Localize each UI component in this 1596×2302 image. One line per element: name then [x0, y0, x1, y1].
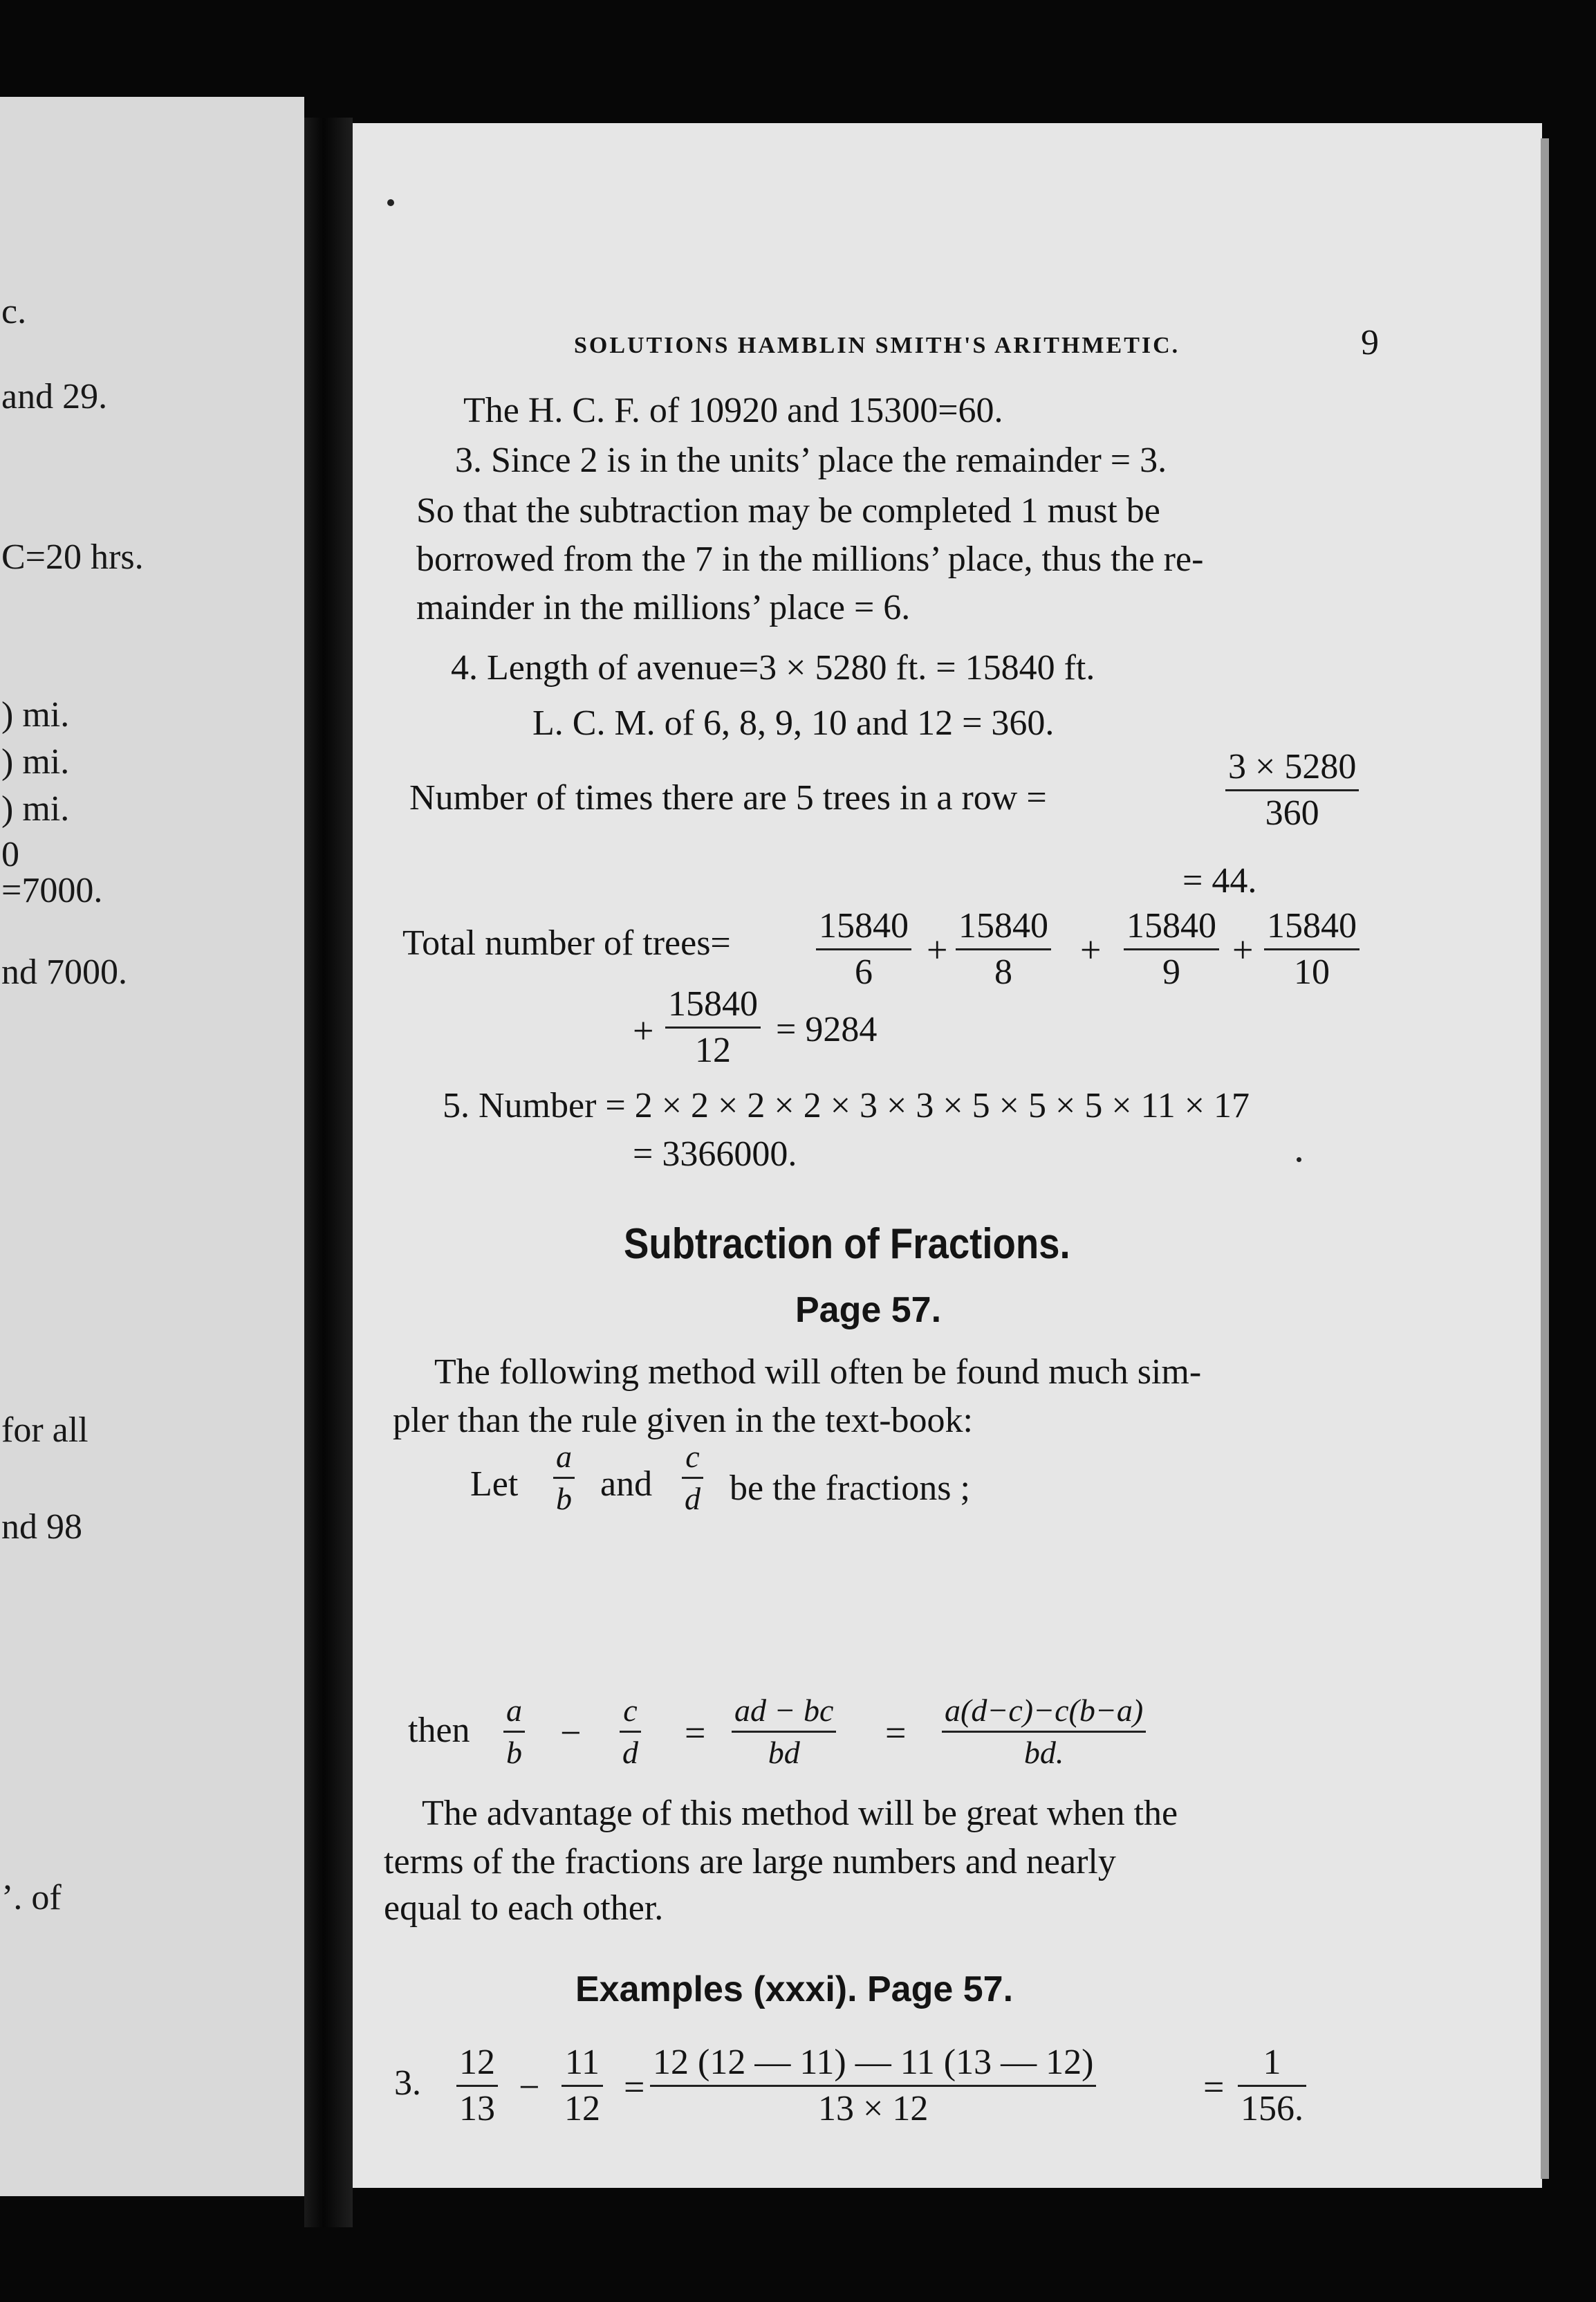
fraction-expanded-example — [650, 2045, 1096, 2127]
solution-4-line-3: Number of times there are 5 trees in a row = — [409, 778, 1047, 818]
fraction-denominator: 12 — [564, 2089, 600, 2128]
example-item-number: 3. — [394, 2063, 421, 2103]
fraction-numerator: a — [506, 1693, 522, 1728]
let-word: Let — [470, 1464, 519, 1504]
fraction-numerator: a — [556, 1439, 572, 1474]
left-page-line: ’. of — [1, 1878, 62, 1917]
page-edge — [1541, 138, 1549, 2179]
advantage-line-3: equal to each other. — [384, 1888, 664, 1928]
fraction-numerator: a(d−c)−c(b−a) — [945, 1693, 1144, 1728]
fraction-denominator: b — [556, 1481, 572, 1516]
left-page-line: ) mi. — [1, 742, 70, 782]
previous-page-fragment — [0, 97, 304, 2196]
solution-4-line-1: 4. Length of avenue=3 × 5280 ft. = 15840 ft. — [451, 648, 1095, 688]
solution-3-line-2: So that the subtraction may be completed 1 must be — [416, 491, 1160, 531]
page-number: 9 — [1361, 323, 1379, 362]
total-trees-label: Total number of trees= — [402, 923, 731, 963]
plus-sign: + — [927, 929, 948, 970]
plus-sign: + — [1080, 929, 1102, 970]
fraction-denominator: 360 — [1265, 793, 1319, 833]
fraction-denominator: d — [685, 1481, 700, 1516]
fraction-denominator: 156. — [1241, 2089, 1303, 2128]
equals-sign: = — [685, 1712, 706, 1753]
fraction-denominator: 13 — [459, 2089, 495, 2128]
fraction-15840-over-6 — [816, 908, 911, 991]
left-page-line: and 29. — [1, 377, 108, 416]
left-page-line: =7000. — [1, 871, 103, 910]
left-page-line: for all — [1, 1410, 89, 1450]
examples-heading: Examples (xxxi). Page 57. — [575, 1969, 1014, 2009]
book-page — [353, 123, 1542, 2188]
fraction-15840-over-8 — [956, 908, 1051, 991]
running-title: SOLUTIONS HAMBLIN SMITH'S ARITHMETIC. — [574, 333, 1180, 358]
plus-sign: + — [1232, 929, 1254, 970]
intro-line-1: The following method will often be found much sim- — [434, 1352, 1202, 1392]
fraction-denominator: 10 — [1294, 952, 1330, 992]
fraction-15840-over-10 — [1264, 908, 1360, 991]
equals-sign: = — [1203, 2066, 1225, 2108]
fraction-numerator: 15840 — [1126, 906, 1216, 946]
fraction-12-over-13 — [456, 2045, 498, 2127]
fraction-numerator: 15840 — [819, 906, 909, 946]
fraction-numerator: 12 — [459, 2043, 495, 2082]
left-page-line: 0 — [1, 835, 19, 874]
fraction-numerator: 15840 — [668, 984, 758, 1024]
left-page-line: ) mi. — [1, 789, 70, 829]
fraction-15840-over-9 — [1124, 908, 1219, 991]
solution-3-line-3: borrowed from the 7 in the millions’ place, thus the re- — [416, 540, 1204, 579]
equals-sign: = — [624, 2066, 645, 2108]
solution-3-line-1: 3. Since 2 is in the units’ place the remainder = 3. — [455, 441, 1167, 480]
fraction-a-over-b — [503, 1695, 525, 1769]
minus-sign: − — [519, 2066, 540, 2108]
solution-4-line-2: L. C. M. of 6, 8, 9, 10 and 12 = 360. — [532, 703, 1055, 743]
minus-sign: − — [560, 1712, 582, 1753]
advantage-line-1: The advantage of this method will be great when the — [422, 1794, 1178, 1833]
fraction-numerator: ad − bc — [734, 1693, 834, 1728]
section-page-ref: Page 57. — [795, 1290, 942, 1330]
fraction-c-over-d — [682, 1441, 703, 1515]
fraction-denominator: d — [622, 1735, 638, 1770]
fraction-expanded-over-bd — [942, 1695, 1146, 1769]
fraction-denominator: 9 — [1162, 952, 1180, 992]
section-heading: Subtraction of Fractions. — [624, 1220, 1070, 1268]
fraction-numerator: 15840 — [958, 906, 1048, 946]
fraction-denominator: bd. — [1023, 1735, 1064, 1770]
fraction-numerator: 1 — [1263, 2043, 1281, 2082]
fraction-numerator: c — [623, 1693, 638, 1728]
fraction-1-over-156 — [1238, 2045, 1306, 2127]
advantage-line-2: terms of the fractions are large numbers and nearly — [384, 1842, 1116, 1881]
left-page-line: C=20 hrs. — [1, 537, 144, 577]
fraction-c-over-d — [620, 1695, 641, 1769]
binding-gutter — [304, 118, 353, 2227]
solution-3-line-4: mainder in the millions’ place = 6. — [416, 588, 911, 627]
fraction-numerator: 3 × 5280 — [1228, 747, 1357, 786]
plus-sign: + — [633, 1010, 654, 1051]
total-result: = 9284 — [776, 1010, 878, 1049]
fraction-denominator: bd — [768, 1735, 800, 1770]
fraction-numerator: 15840 — [1267, 906, 1357, 946]
trees-per-row-fraction — [1225, 749, 1359, 831]
fraction-denominator: 13 × 12 — [818, 2089, 929, 2128]
intro-line-2: pler than the rule given in the text-book: — [393, 1401, 973, 1440]
then-word: then — [408, 1711, 470, 1750]
equals-sign: = — [885, 1712, 907, 1753]
fraction-11-over-12 — [562, 2045, 603, 2127]
hcf-line: The H. C. F. of 10920 and 15300=60. — [463, 391, 1003, 430]
fraction-denominator: 8 — [994, 952, 1012, 992]
be-the-fractions-text: be the fractions ; — [730, 1468, 970, 1508]
scan-speck — [387, 199, 394, 206]
left-page-line: nd 98 — [1, 1507, 82, 1547]
fraction-15840-over-12 — [665, 986, 761, 1069]
solution-5-line-2: = 3366000. — [633, 1134, 797, 1174]
fraction-a-over-b — [553, 1441, 575, 1515]
and-word: and — [600, 1464, 653, 1504]
fraction-numerator: 12 (12 — 11) — 11 (13 — 12) — [653, 2043, 1094, 2082]
fraction-numerator: c — [685, 1439, 700, 1474]
left-page-line: c. — [1, 292, 27, 331]
result-44: = 44. — [1182, 861, 1257, 901]
scan-speck — [1297, 1157, 1301, 1162]
fraction-numerator: 11 — [564, 2043, 600, 2082]
left-page-line: nd 7000. — [1, 952, 127, 992]
solution-5-line-1: 5. Number = 2 × 2 × 2 × 2 × 3 × 3 × 5 × 5 × 5 × 11 × 17 — [443, 1086, 1250, 1125]
fraction-denominator: 6 — [855, 952, 873, 992]
fraction-denominator: 12 — [695, 1031, 731, 1070]
left-page-line: ) mi. — [1, 695, 70, 735]
fraction-ad-minus-bc-over-bd — [732, 1695, 836, 1769]
fraction-denominator: b — [506, 1735, 522, 1770]
